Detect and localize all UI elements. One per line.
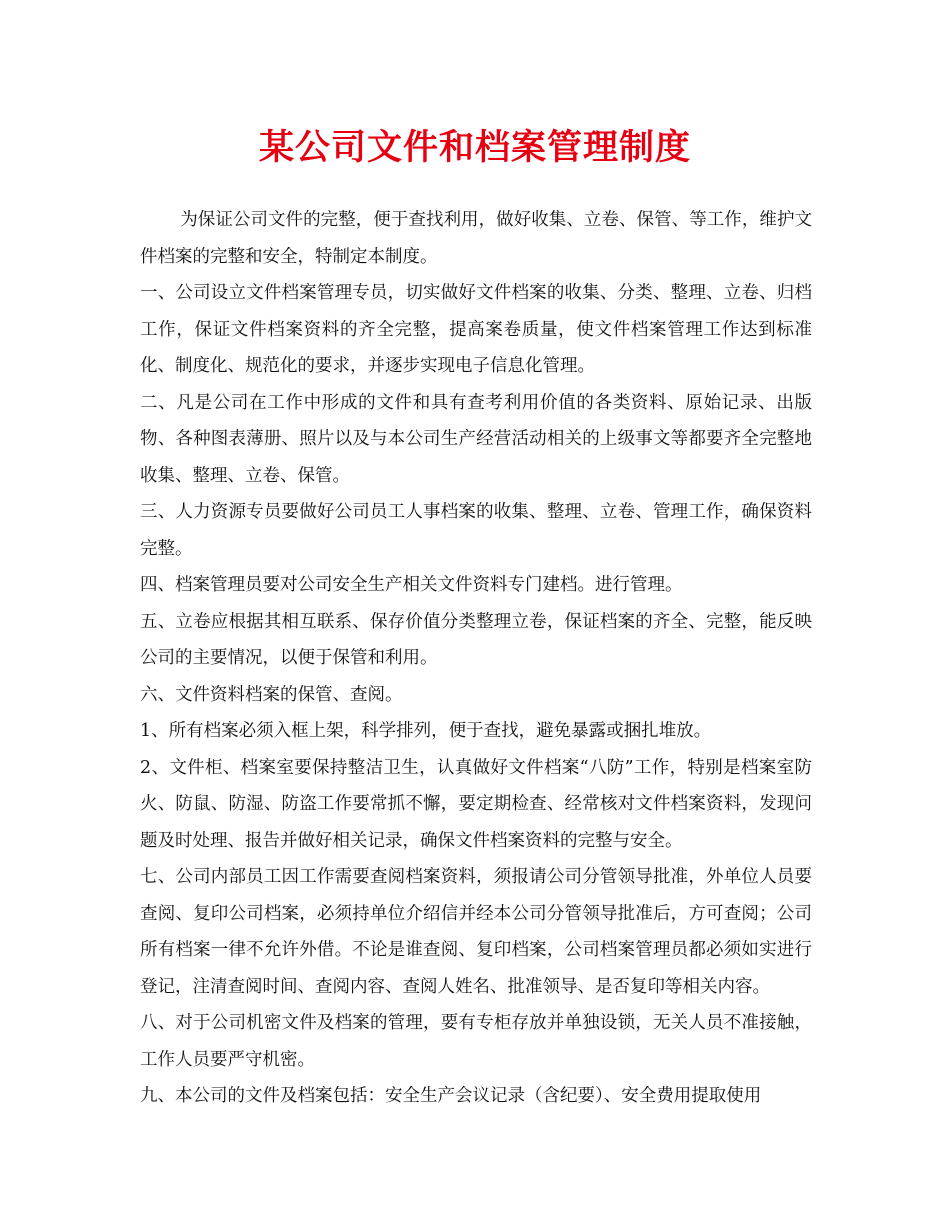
clause-6-item-1: 1、所有档案必须入框上架，科学排列，便于查找，避免暴露或捆扎堆放。 — [140, 721, 712, 741]
clause-7: 七、公司内部员工因工作需要查阅档案资料，须报请公司分管领导批准，外单位人员要查阅、复印公司档案，必须持单位介绍信并经本公司分管领导批准后，方可查阅；公司所有档案一律不允许外借。不论是谁查阅、复印档案，公司档案管理员都必须如实进行登记，注清查阅时间、查阅内容、查阅人姓名、批准领导、是否复印等相关内容。 — [140, 867, 812, 997]
clause-2: 二、凡是公司在工作中形成的文件和具有查考利用价值的各类资料、原始记录、出版物、各种图表薄册、照片以及与本公司生产经营活动相关的上级事文等都要齐全完整地收集、整理、立卷、保管。 — [140, 392, 812, 486]
clause-3: 三、人力资源专员要做好公司员工人事档案的收集、整理、立卷、管理工作，确保资料完整。 — [140, 502, 812, 559]
clause-8: 八、对于公司机密文件及档案的管理，要有专柜存放并单独设锁，无关人员不准接触，工作人员要严守机密。 — [140, 1013, 812, 1070]
clause-6-item-2: 2、文件柜、档案室要保持整洁卫生，认真做好文件档案“八防”工作，特别是档案室防火、防鼠、防湿、防盗工作要常抓不懈，要定期检查、经常核对文件档案资料，发现问题及时处理、报告并做好相关记录，确保文件档案资料的完整与安全。 — [140, 757, 812, 851]
clause-4: 四、档案管理员要对公司安全生产相关文件资料专门建档。进行管理。 — [140, 575, 683, 595]
clause-1: 一、公司设立文件档案管理专员，切实做好文件档案的收集、分类、整理、立卷、归档工作，保证文件档案资料的齐全完整，提高案卷质量，使文件档案管理工作达到标准化、制度化、规范化的要求，并逐步实现电子信息化管理。 — [140, 283, 812, 376]
intro-paragraph: 为保证公司文件的完整，便于查找利用，做好收集、立卷、保管、等工作，维护文件档案的完整和安全，特制定本制度。 — [140, 210, 812, 267]
document-body — [140, 202, 812, 1115]
clause-9: 九、本公司的文件及档案包括：安全生产会议记录（含纪要）、安全费用提取使用 — [140, 1086, 762, 1106]
clause-6: 六、文件资料档案的保管、查阅。 — [140, 684, 403, 705]
document-title: 某公司文件和档案管理制度 — [258, 127, 691, 168]
clause-5: 五、立卷应根据其相互联系、保存价值分类整理立卷，保证档案的齐全、完整，能反映公司的主要情况，以便于保管和利用。 — [140, 611, 812, 668]
